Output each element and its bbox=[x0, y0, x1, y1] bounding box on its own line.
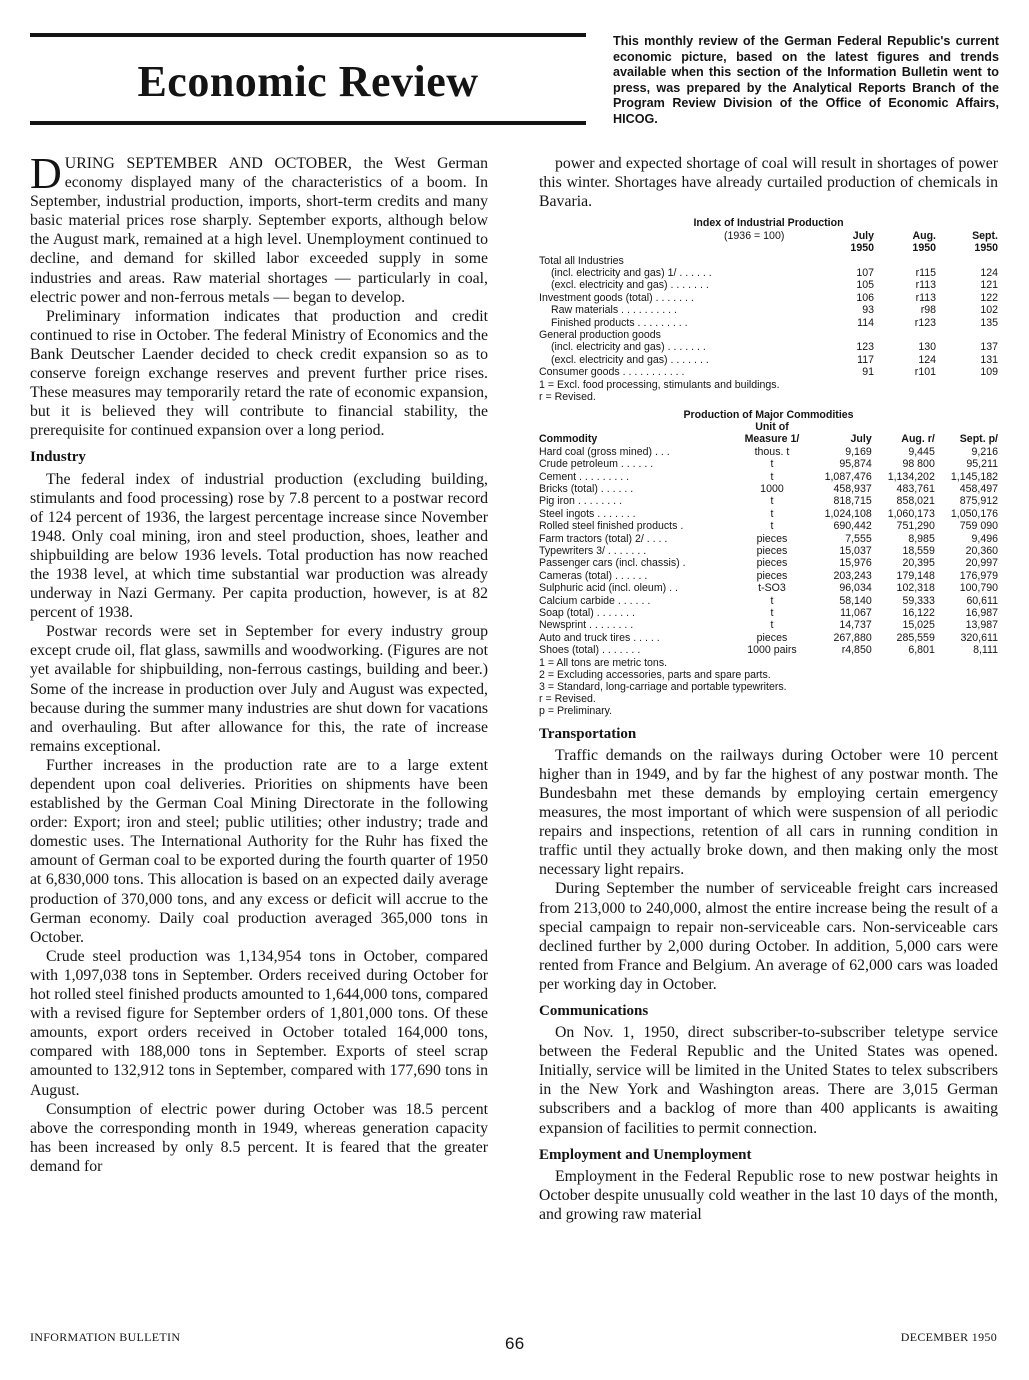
row-label: Investment goods (total) . . . . . . . bbox=[539, 291, 694, 304]
commodity-note: 1 = All tons are metric tons. bbox=[539, 656, 668, 669]
footer-publication: INFORMATION BULLETIN bbox=[30, 1330, 181, 1344]
paragraph: During September the number of serviceable freight cars increased from 213,000 to 240,000, almost the entire increase being the result of a special campaign to repair non-serviceable cars. Non-serviceable cars declined further by 2,000 during October. In addition, 5,000 cars were rented from France and Belgium. An average of 62,000 cars was loaded per working day in October. bbox=[539, 880, 998, 993]
row-label: Finished products . . . . . . . . . bbox=[551, 316, 688, 329]
cell-value bbox=[874, 255, 936, 267]
cell-value: 16,122 bbox=[902, 607, 935, 620]
row-label: Consumer goods . . . . . . . . . . . bbox=[539, 366, 685, 379]
cell-value: 1,050,176 bbox=[950, 507, 998, 520]
cell-value: 267,880 bbox=[833, 631, 872, 644]
index-table-base: (1936 = 100) bbox=[724, 229, 785, 242]
heading-communications: Communications bbox=[539, 1003, 649, 1019]
row-label: (excl. electricity and gas) . . . . . . . bbox=[551, 353, 709, 366]
drop-cap: D bbox=[30, 149, 62, 198]
cell-value: r101 bbox=[914, 366, 936, 379]
paragraph: Preliminary information indicates that production and credit continued to rise in October. The federal Ministry of Economics and the Bank Deutscher Laender decided to check credit expansion so as to conserve foreign exchange reserves and prevent further price rises. These measures may temporarily retard the rate of economic expansion, but it is believed they will contribute to financial stability, the prerequisite for continued expansion over a long period. bbox=[30, 307, 488, 440]
cell-value: 179,148 bbox=[896, 569, 935, 582]
row-unit: pieces bbox=[756, 557, 788, 570]
table-row bbox=[539, 632, 998, 644]
row-label: Pig iron . . . . . . . . bbox=[539, 495, 623, 508]
table-row bbox=[539, 545, 998, 557]
row-unit: thous. t bbox=[754, 445, 790, 458]
cell-value: 96,034 bbox=[839, 582, 872, 595]
table-row bbox=[539, 279, 998, 291]
cell-value: 102,318 bbox=[896, 582, 935, 595]
table-row bbox=[539, 582, 998, 594]
table-row bbox=[539, 520, 998, 532]
cell-value: 458,497 bbox=[959, 483, 998, 495]
cell-value: r113 bbox=[915, 279, 936, 292]
table-row bbox=[539, 446, 998, 458]
row-label: (excl. electricity and gas) . . . . . . . bbox=[551, 279, 709, 292]
cell-value: 135 bbox=[980, 316, 998, 329]
cell-value: 320,611 bbox=[960, 631, 998, 644]
cell-value bbox=[936, 255, 998, 267]
cell-value: 109 bbox=[980, 366, 998, 379]
commodity-note: 2 = Excluding accessories, parts and spare parts. bbox=[539, 668, 771, 681]
cell-value: 124 bbox=[918, 353, 936, 366]
cell-value: 137 bbox=[980, 341, 998, 354]
cell-value: 203,243 bbox=[833, 569, 872, 582]
row-unit: t-SO3 bbox=[758, 582, 786, 595]
cell-value bbox=[936, 329, 998, 341]
heading-industry: Industry bbox=[30, 449, 86, 466]
paragraph: Postwar records were set in September for every industry group except crude oil, flat glass, sawmills and woodworking. (Figures are not yet available for shipbuilding, non-ferrous castings, building and beer.) Some of the increase in production over July and August was expected, because during the summer many industries are shut down for vacations and overhauling. But after allowance for this, the rate of increase remains exceptional. bbox=[30, 623, 488, 755]
header-rule-top bbox=[30, 33, 586, 37]
commodity-note: 3 = Standard, long-carriage and portable typewriters. bbox=[539, 680, 787, 693]
row-label: Shoes (total) . . . . . . . bbox=[539, 644, 641, 657]
row-unit: t bbox=[770, 458, 774, 471]
col-head: Measure 1/ bbox=[744, 433, 800, 446]
cell-value: 18,559 bbox=[902, 545, 935, 558]
cell-value: 106 bbox=[856, 291, 874, 304]
cell-value: r113 bbox=[915, 291, 936, 304]
table-row bbox=[539, 595, 998, 607]
col-year: 1950 bbox=[850, 242, 874, 255]
cell-value: 818,715 bbox=[833, 495, 872, 508]
table-row bbox=[539, 329, 998, 341]
table-row bbox=[539, 354, 998, 366]
row-label: Hard coal (gross mined) . . . bbox=[539, 445, 670, 458]
index-note: r = Revised. bbox=[539, 390, 596, 403]
col-head: Sept. bbox=[972, 229, 998, 242]
col-head: Aug. bbox=[912, 229, 936, 242]
paragraph: Crude steel production was 1,134,954 tons in October, compared with 1,097,038 tons in September. Orders received during October for hot rolled steel finished products amounted to 1,644,000 tons, compared with a revised figure for September orders of 1,801,000 tons. Of these amounts, export orders received in October totaled 164,000 tons, compared with 188,000 tons in September. Exports of steel scrap amounted to 132,912 tons in September, compared with 177,690 tons in August. bbox=[30, 947, 488, 1099]
cell-value bbox=[822, 255, 874, 267]
row-label: Newsprint . . . . . . . . bbox=[539, 619, 634, 632]
row-unit: pieces bbox=[756, 631, 788, 644]
row-unit: t bbox=[770, 619, 774, 632]
col-year: 1950 bbox=[974, 242, 998, 255]
cell-value: 60,611 bbox=[966, 594, 998, 607]
paragraph: The federal index of industrial production (excluding building, stimulants and food processing) rose by 7.8 percent to a postwar record of 124 percent of 1936, the largest percentage increase since November 1948. Only coal mining, iron and steel production, shoes, leather and shipbuilding are below 1936 levels. Total production has now reached the 1938 level, at which time substantial war production was already underway in Nazi Germany. Per capita production, however, is at 82 percent of 1938. bbox=[30, 470, 488, 622]
index-table bbox=[539, 217, 998, 402]
cell-value: 1,087,476 bbox=[824, 470, 872, 483]
table-row bbox=[539, 483, 998, 495]
cell-value: 759 090 bbox=[959, 520, 998, 533]
cell-value: 14,737 bbox=[839, 619, 872, 632]
footer-date: DECEMBER 1950 bbox=[900, 1330, 997, 1344]
header-rule-bottom bbox=[30, 121, 586, 125]
cell-value: 15,037 bbox=[839, 545, 872, 558]
row-label: Cameras (total) . . . . . . bbox=[539, 569, 648, 582]
commodity-table-title: Production of Major Commodities bbox=[683, 408, 854, 421]
table-row bbox=[539, 366, 998, 378]
commodity-note: r = Revised. bbox=[539, 692, 596, 705]
cell-value: 95,874 bbox=[839, 458, 872, 471]
paragraph: On Nov. 1, 1950, direct subscriber-to-subscriber teletype service between the Federal Republic and the United States was opened. Initially, service will be limited in the United States to telex subscribers in the New York and Washington areas. There are 3,015 German subscribers and a backlog of more than 400 applicants is awaiting expansion of facilities to permit connection. bbox=[539, 1024, 998, 1137]
cell-value: 751,290 bbox=[896, 520, 935, 533]
cell-value: 20,997 bbox=[965, 557, 998, 570]
cell-value: 176,979 bbox=[959, 569, 998, 582]
cell-value: 9,169 bbox=[845, 445, 872, 458]
row-label: Calcium carbide . . . . . . bbox=[539, 594, 651, 607]
col-year: 1950 bbox=[912, 242, 936, 255]
commodity-note: p = Preliminary. bbox=[539, 704, 613, 717]
col-head: Aug. r/ bbox=[901, 433, 935, 446]
col-head: July bbox=[850, 433, 872, 446]
table-row bbox=[539, 557, 998, 569]
cell-value: 285,559 bbox=[896, 631, 935, 644]
row-unit: pieces bbox=[756, 569, 788, 582]
cell-value: 98 800 bbox=[902, 458, 935, 471]
cell-value: r123 bbox=[914, 316, 936, 329]
col-head: July bbox=[852, 229, 874, 242]
row-label: Passenger cars (incl. chassis) . bbox=[539, 557, 686, 570]
table-row bbox=[539, 570, 998, 582]
col-head: Sept. p/ bbox=[959, 433, 998, 446]
table-row bbox=[539, 644, 998, 656]
cell-value: 20,395 bbox=[902, 557, 935, 570]
cell-value: 107 bbox=[856, 266, 874, 279]
cell-value: 100,790 bbox=[959, 582, 998, 595]
cell-value: 122 bbox=[980, 291, 998, 304]
intro-note: This monthly review of the German Federal Republic's current economic picture, based on the latest figures and trends available when this section of the Information Bulletin went to press, was prepared by the Analytical Reports Branch of the Program Review Division of the Office of Economic Affairs, HICOG. bbox=[613, 34, 999, 126]
heading-employment: Employment and Unemployment bbox=[539, 1146, 752, 1163]
table-row bbox=[539, 341, 998, 353]
row-label: Crude petroleum . . . . . . bbox=[539, 458, 654, 471]
cell-value: 6,801 bbox=[908, 644, 935, 657]
cell-value: 1,060,173 bbox=[887, 507, 935, 520]
table-row bbox=[539, 495, 998, 507]
cell-value bbox=[822, 329, 874, 341]
cell-value: 102 bbox=[980, 304, 998, 317]
index-note: 1 = Excl. food processing, stimulants and buildings. bbox=[539, 378, 780, 391]
cell-value: 458,937 bbox=[833, 483, 872, 495]
cell-value: 11,067 bbox=[840, 607, 872, 620]
table-row bbox=[539, 292, 998, 304]
cell-value: 690,442 bbox=[833, 520, 872, 533]
table-row bbox=[539, 267, 998, 279]
row-label: Total all Industries bbox=[539, 254, 624, 267]
cell-value: 9,496 bbox=[971, 532, 998, 545]
row-unit: t bbox=[770, 495, 774, 508]
cell-value: r115 bbox=[915, 266, 936, 279]
row-label: Raw materials . . . . . . . . . . bbox=[551, 304, 677, 317]
row-label: (incl. electricity and gas) 1/ . . . . . . bbox=[551, 266, 712, 279]
row-label: Steel ingots . . . . . . . bbox=[539, 507, 636, 520]
cell-value: 131 bbox=[980, 353, 998, 366]
cell-value: 123 bbox=[856, 341, 874, 354]
cell-value: 114 bbox=[857, 316, 874, 329]
cell-value: 483,761 bbox=[896, 483, 935, 495]
paragraph: Consumption of electric power during October was 18.5 percent above the corresponding month in 1949, whereas generation capacity has been increased by only 8.5 percent. It is feared that the greater demand for bbox=[30, 1100, 488, 1175]
page-title: Economic Review bbox=[137, 57, 479, 106]
cell-value: 93 bbox=[862, 304, 874, 317]
cell-value: 8,111 bbox=[973, 644, 998, 657]
cell-value: 875,912 bbox=[959, 495, 998, 508]
cell-value: 16,987 bbox=[965, 607, 998, 620]
index-table-title: Index of Industrial Production bbox=[693, 217, 844, 230]
table-row bbox=[539, 619, 998, 631]
cell-value: 9,216 bbox=[971, 445, 998, 458]
row-label: Auto and truck tires . . . . . bbox=[539, 631, 660, 644]
row-unit: t bbox=[770, 520, 774, 533]
table-row bbox=[539, 607, 998, 619]
table-row bbox=[539, 471, 998, 483]
row-label: Bricks (total) . . . . . . bbox=[539, 483, 634, 495]
row-unit: t bbox=[770, 607, 774, 620]
table-row bbox=[539, 508, 998, 520]
cell-value: 1,145,182 bbox=[950, 470, 998, 483]
row-label: Sulphuric acid (incl. oleum) . . bbox=[539, 582, 678, 595]
right-column bbox=[539, 154, 998, 1224]
paragraph: Traffic demands on the railways during October were 10 percent higher than in 1949, and by far the highest of any postwar month. The Bundesbahn met these demands by employing certain emergency measures, the most important of which were suspension of all periodic repairs and inspections, retention of all cars in running condition in traffic until they actually broke down, and then making only the most necessary light repairs. bbox=[539, 746, 998, 879]
row-label: Typewriters 3/ . . . . . . . bbox=[539, 545, 647, 558]
table-row bbox=[539, 304, 998, 316]
paragraph: Employment in the Federal Republic rose to new postwar heights in October despite unusually cold weather in the last 10 days of the month, and growing raw material bbox=[539, 1167, 998, 1223]
row-label: Farm tractors (total) 2/ . . . . bbox=[539, 532, 668, 545]
cell-value: 7,555 bbox=[845, 532, 872, 545]
table-row bbox=[539, 458, 998, 470]
cell-value: 59,333 bbox=[902, 594, 935, 607]
cell-value: 121 bbox=[980, 279, 998, 292]
table-row bbox=[539, 255, 998, 267]
col-head: Unit of bbox=[755, 420, 789, 433]
cell-value: 91 bbox=[862, 366, 874, 379]
cell-value: 117 bbox=[857, 353, 874, 366]
paragraph: DURING SEPTEMBER AND OCTOBER, the West German economy displayed many of the characteristics of a boom. In September, industrial production, imports, short-term credits and many basic material prices rose sharply. September exports, although below the August mark, remained at a high level. Unemployment continued to decline, and demand for skilled labor exceeded supply in some industries and areas. Raw material shortages — particularly in coal, electric power and non-ferrous metals — began to develop. bbox=[30, 149, 488, 306]
heading-transportation: Transportation bbox=[539, 725, 637, 742]
row-label: Rolled steel finished products . bbox=[539, 520, 684, 533]
cell-value: 130 bbox=[918, 341, 936, 354]
row-label: Cement . . . . . . . . . bbox=[539, 470, 630, 483]
row-label: (incl. electricity and gas) . . . . . . . bbox=[551, 341, 706, 354]
col-head: Commodity bbox=[539, 433, 598, 446]
cell-value: 15,976 bbox=[839, 557, 872, 570]
cell-value: 124 bbox=[980, 266, 998, 279]
cell-value: 8,985 bbox=[908, 532, 935, 545]
row-unit: 1000 bbox=[760, 483, 784, 495]
row-unit: t bbox=[770, 470, 774, 483]
paragraph: power and expected shortage of coal will result in shortages of power this winter. Shortages have already curtailed production of chemicals in Bavaria. bbox=[539, 155, 998, 211]
cell-value: 858,021 bbox=[896, 495, 935, 508]
row-unit: t bbox=[770, 594, 774, 607]
commodity-table bbox=[539, 409, 998, 717]
table-row bbox=[539, 533, 998, 545]
table-row bbox=[539, 317, 998, 329]
cell-value: 9,445 bbox=[908, 445, 935, 458]
cell-value bbox=[874, 329, 936, 341]
cell-value: r4,850 bbox=[841, 644, 872, 657]
row-unit: 1000 pairs bbox=[747, 644, 797, 657]
cell-value: 20,360 bbox=[965, 545, 998, 558]
cell-value: r98 bbox=[920, 304, 936, 317]
cell-value: 1,024,108 bbox=[824, 507, 872, 520]
cell-value: 95,211 bbox=[966, 458, 998, 471]
cell-value: 1,134,202 bbox=[887, 470, 935, 483]
cell-value: 13,987 bbox=[965, 619, 998, 632]
paragraph: Further increases in the production rate are to a large extent dependent upon coal deliveries. Priorities on shipments have been established by the German Coal Mining Directorate in the following order: Export; iron and steel; public utilities; other industry; trade and domestic uses. The International Authority for the Ruhr has fixed the amount of German coal to be exported during the fourth quarter of 1950 at 6,830,000 tons. This allocation is based on an expected daily average production of 370,000 tons, and any excess or deficit will accrue to the German economy. Daily coal production averaged 365,000 tons in October. bbox=[30, 756, 488, 946]
cell-value: 15,025 bbox=[902, 619, 935, 632]
row-unit: pieces bbox=[756, 545, 788, 558]
row-unit: t bbox=[770, 507, 774, 520]
row-label: General production goods bbox=[539, 328, 661, 341]
row-label: Soap (total) . . . . . . . bbox=[539, 607, 635, 620]
cell-value: 105 bbox=[856, 279, 874, 292]
cell-value: 58,140 bbox=[839, 594, 872, 607]
page-number: 66 bbox=[505, 1334, 525, 1353]
row-unit: pieces bbox=[756, 532, 788, 545]
left-column bbox=[30, 149, 488, 1176]
